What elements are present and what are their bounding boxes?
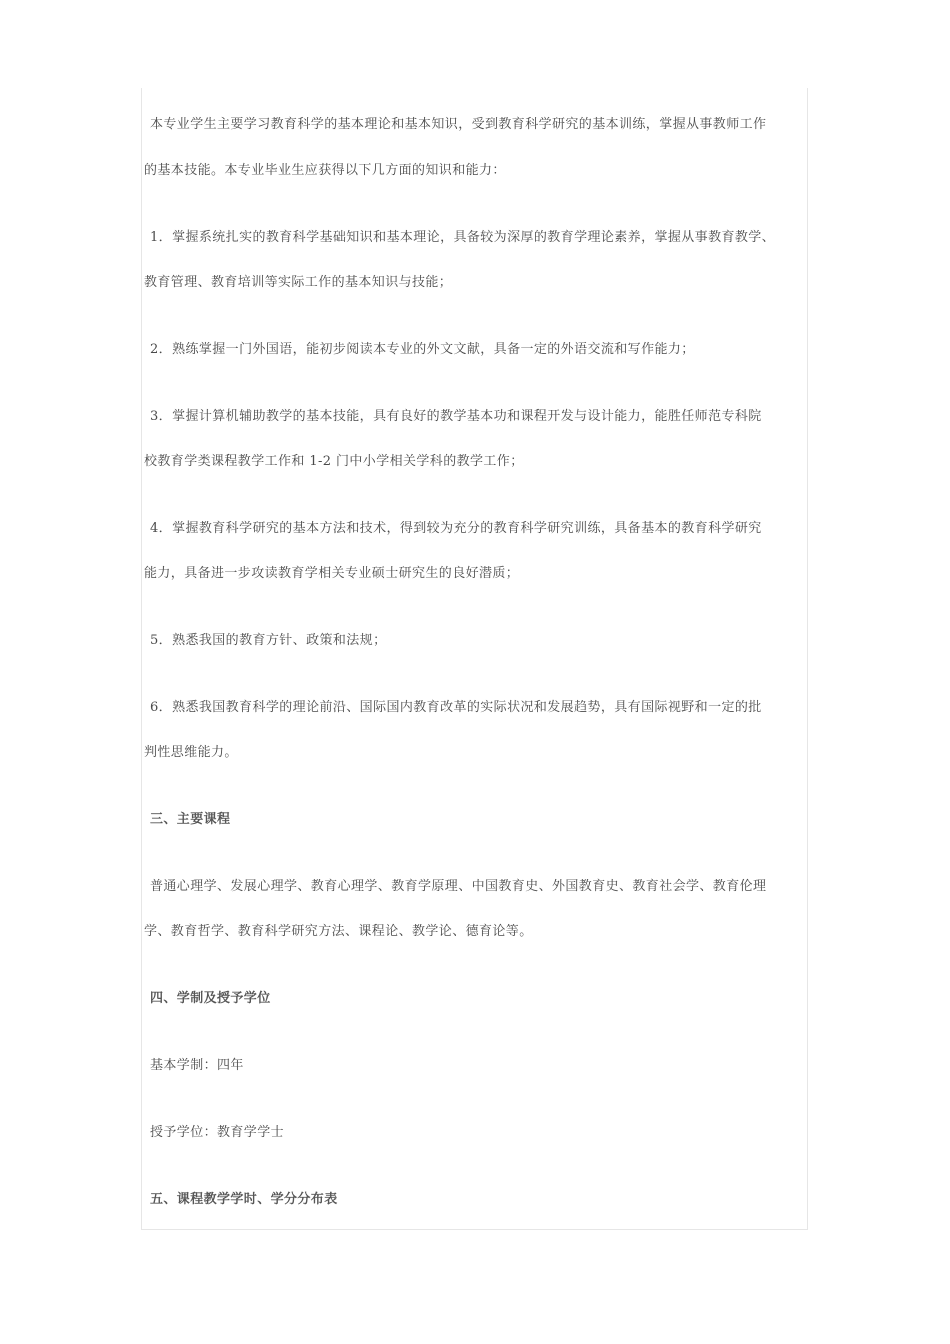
section-4-heading: 四、学制及授予学位: [150, 991, 271, 1006]
section-3-line-2: 学、教育哲学、教育科学研究方法、课程论、教学论、德育论等。: [144, 924, 533, 939]
section-3-heading: 三、主要课程: [150, 812, 231, 827]
item-1-line-2: 教育管理、教育培训等实际工作的基本知识与技能；: [144, 275, 453, 290]
intro-line-1: 本专业学生主要学习教育科学的基本理论和基本知识，受到教育科学研究的基本训练，掌握从事教师工作: [150, 117, 767, 132]
item-4-line-2: 能力，具备进一步攻读教育学相关专业硕士研究生的良好潜质；: [144, 566, 520, 581]
duration-text: 基本学制：四年: [150, 1058, 244, 1073]
section-3-line-1: 普通心理学、发展心理学、教育心理学、教育学原理、中国教育史、外国教育史、教育社会学、教育伦理: [150, 879, 767, 894]
item-2-line-1: 2．熟练掌握一门外国语，能初步阅读本专业的外文文献，具备一定的外语交流和写作能力；: [150, 342, 695, 357]
item-4-line-1: 4．掌握教育科学研究的基本方法和技术，得到较为充分的教育科学研究训练，具备基本的教育科学研究: [150, 521, 762, 536]
item-1-line-1: 1．掌握系统扎实的教育科学基础知识和基本理论，具备较为深厚的教育学理论素养，掌握从事教育教学、: [150, 230, 776, 245]
item-3-line-1: 3．掌握计算机辅助教学的基本技能，具有良好的教学基本功和课程开发与设计能力，能胜任师范专科院: [150, 409, 762, 424]
intro-line-2: 的基本技能。本专业毕业生应获得以下几方面的知识和能力：: [144, 163, 506, 178]
item-6-line-2: 判性思维能力。: [144, 745, 238, 760]
item-3-line-2: 校教育学类课程教学工作和 1-2 门中小学相关学科的教学工作；: [144, 454, 524, 469]
section-5-heading: 五、课程教学学时、学分分布表: [150, 1192, 338, 1207]
degree-text: 授予学位：教育学学士: [150, 1125, 285, 1140]
item-5-line-1: 5．熟悉我国的教育方针、政策和法规；: [150, 633, 387, 648]
item-6-line-1: 6．熟悉我国教育科学的理论前沿、国际国内教育改革的实际状况和发展趋势，具有国际视野和一定的批: [150, 700, 762, 715]
